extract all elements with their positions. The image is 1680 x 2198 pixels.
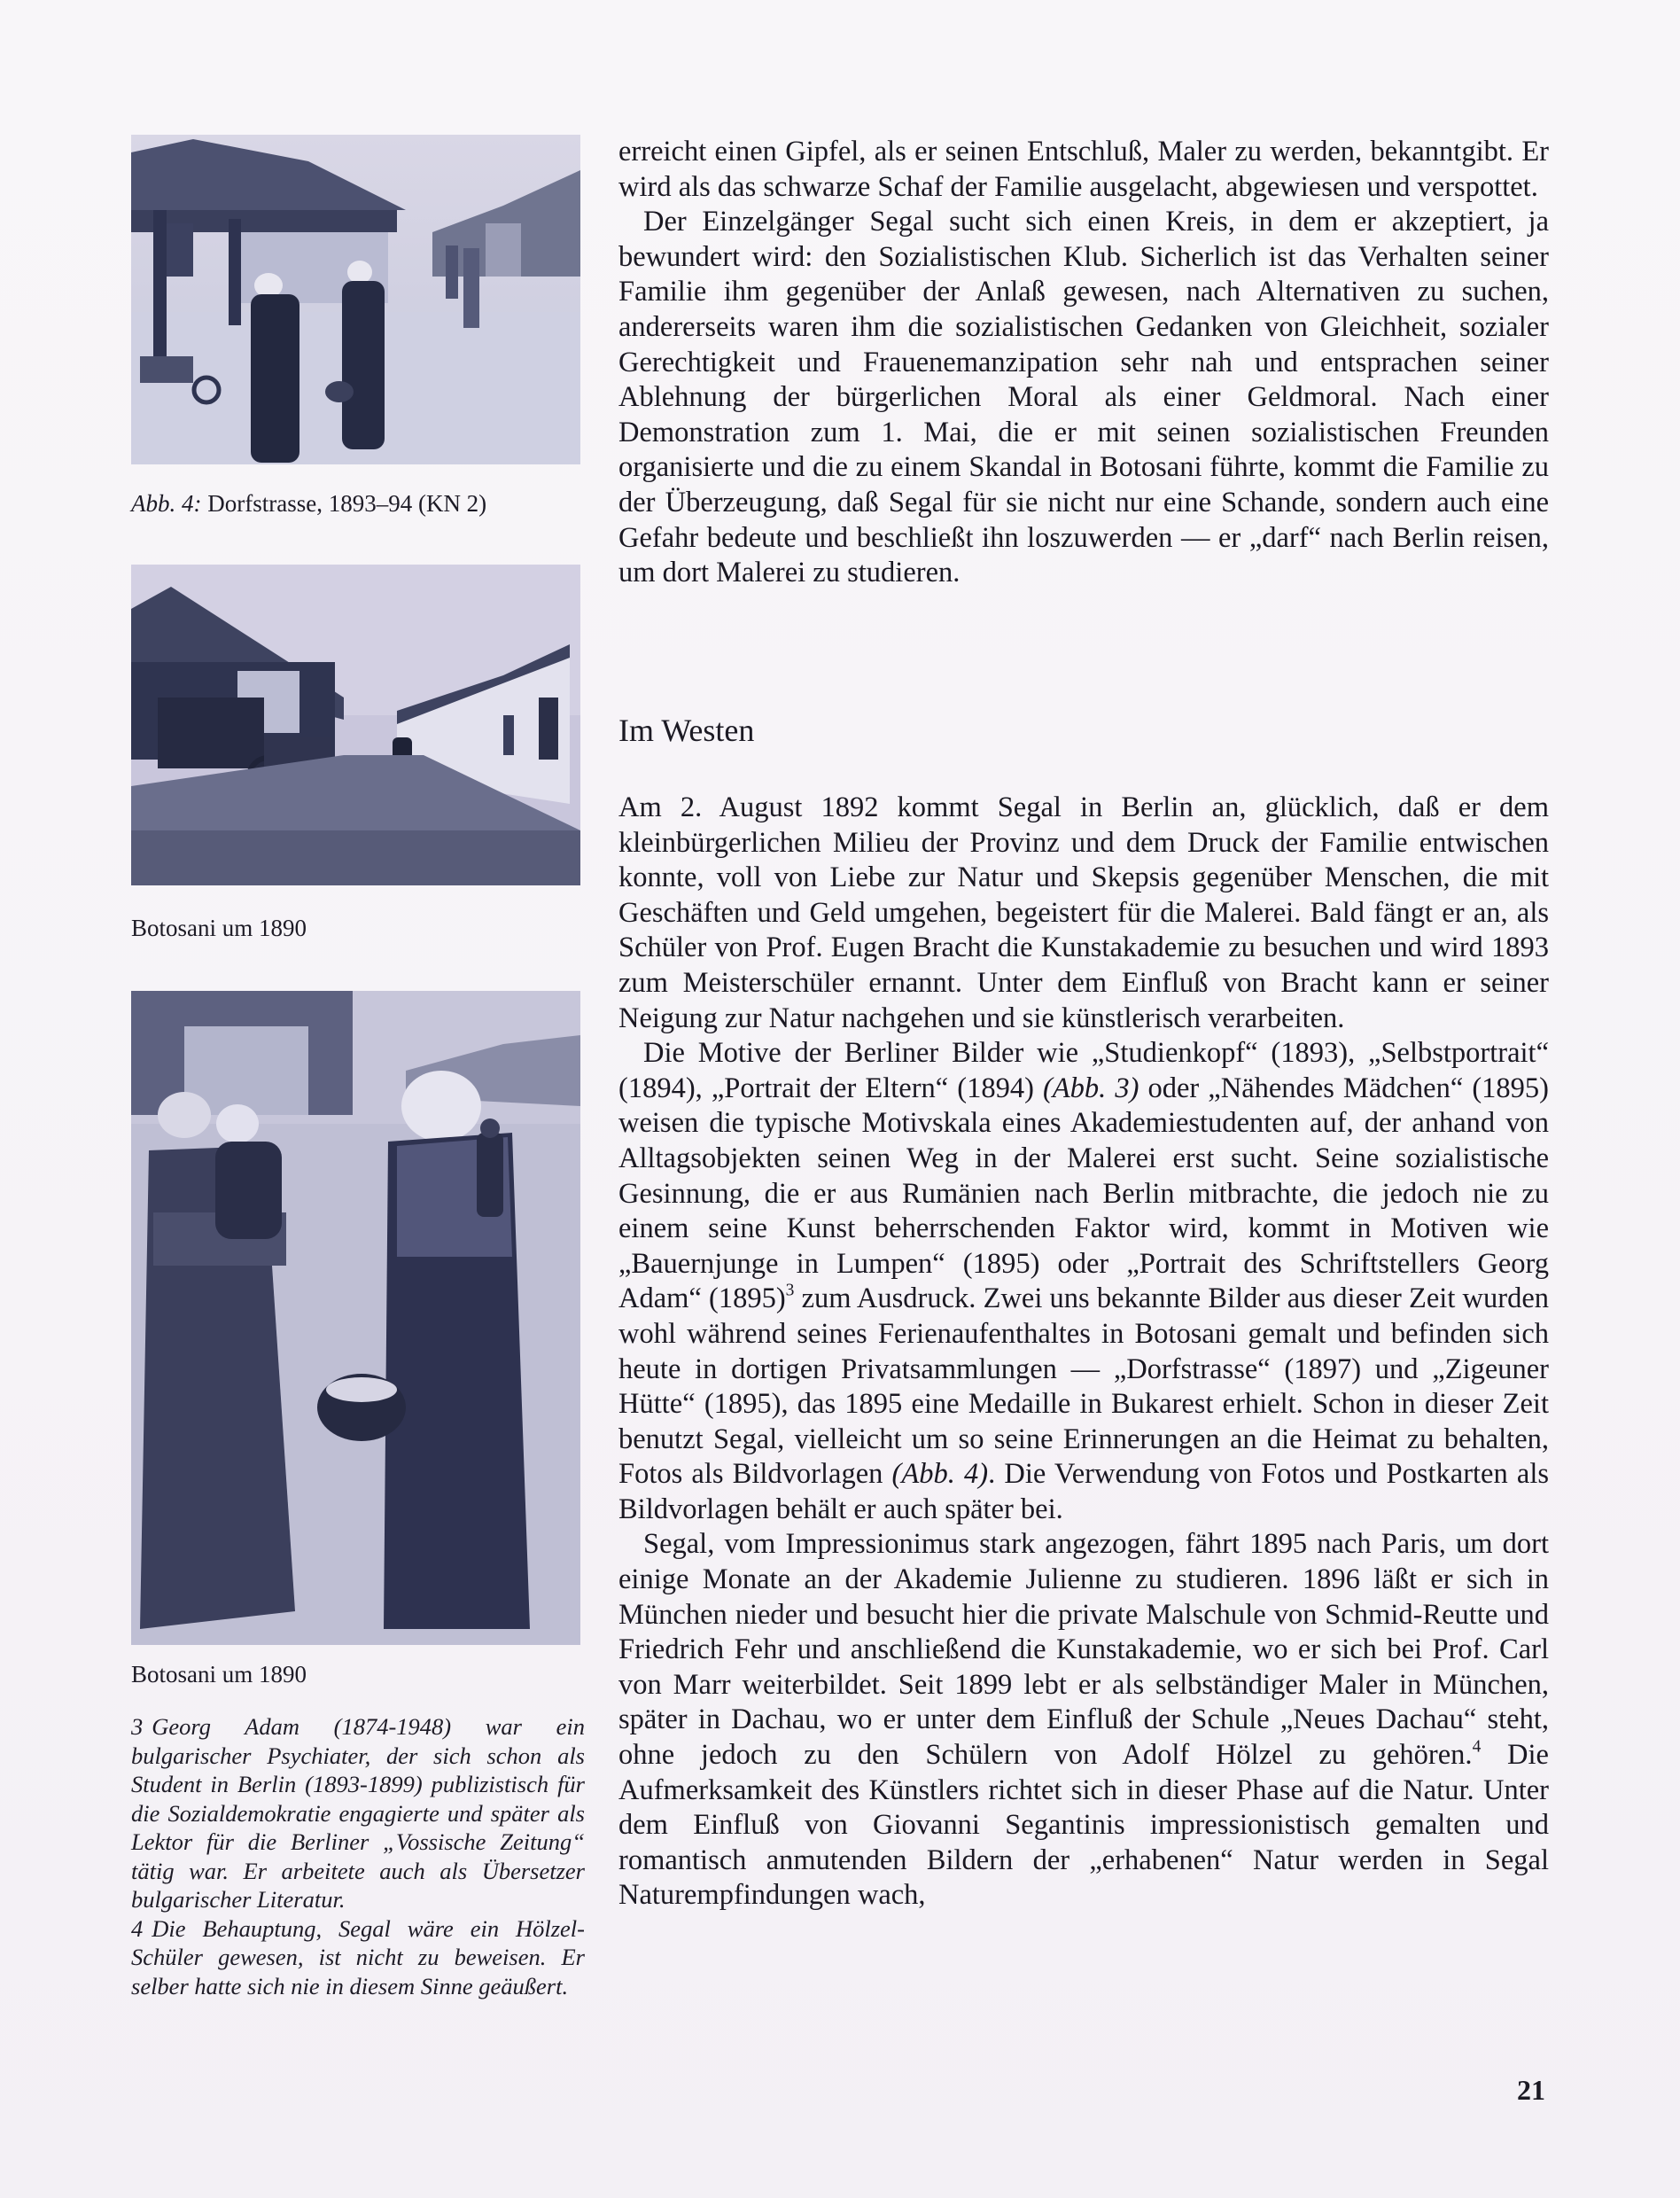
paragraph-intro-1: erreicht einen Gipfel, als er seinen Entschluß, Maler zu werden, bekanntgibt. Er wird als das schwarze Schaf der Familie ausgelacht, abgewiesen und verspottet. — [618, 136, 1549, 203]
footnote-4 — [131, 1914, 585, 2001]
text-run: . Die Verwendung von Fotos und Postkarten als Bildvorlagen behält er auch später bei. — [618, 1458, 1549, 1525]
figure-dorfstrasse-painting — [131, 135, 580, 464]
text-run: Die Motive der Berliner Bilder wie „Studienkopf“ (1893), „Selbstportrait“ (1894), „Portrait der Eltern“ (1894) — [618, 1037, 1549, 1104]
footnote-text: Die Behauptung, Segal wäre ein Hölzel-Schüler gewesen, ist nicht zu beweisen. Er selber hatte sich nie in diesem Sinne geäußert. — [131, 1914, 585, 1999]
figure-caption-botosani-women: Botosani um 1890 — [131, 1661, 307, 1687]
text-run: zum Ausdruck. Zwei uns bekannte Bilder aus dieser Zeit wurden wohl während seines Ferienaufenthaltes in Botosani gemalt und befinden sich heute in dortigen Privatsammlungen — „Dorfstrasse“ (1897) und „Zigeuner Hütte“ (1895), das 1895 eine Medaille in Bukarest erhielt. Schon in dieser Zeit benutzt Segal, vielleicht um so seine Erinnerungen an die Heimat zu behalten, Fotos als Bildvorlagen — [618, 1282, 1549, 1491]
figure-botosani-women-photo — [131, 991, 580, 1645]
figure-reference-abb-3: (Abb. 3) — [1042, 1072, 1139, 1104]
cobbled-street-photo-image — [131, 565, 580, 885]
paragraph-intro-2: Der Einzelgänger Segal sucht sich einen Kreis, in dem er akzeptiert, ja bewundert wird: den Sozialistischen Klub. Sicherlich ist das Verhalten seiner Familie ihm gegenüber der Anlaß gewesen, nach Alternativen zu suchen, andererseits waren ihm die sozialistischen Gedanken von Gleichheit, sozialer Gerechtigkeit und Frauenemanzipation sehr nah und entsprachen seiner Ablehnung der bürgerlichen Moral als einer Geldmoral. Nach einer Demonstration zum 1. Mai, die er mit seinen sozialistischen Freunden organisierte und die zu einem Skandal in Botosani führte, kommt die Familie zu der Überzeugung, daß Segal für sie nicht nur eine Schande, sondern auch eine Gefahr bedeute und beschließt ihn loszuwerden — er „darf“ nach Berlin reisen, um dort Malerei zu studieren. — [618, 206, 1549, 589]
text-run: oder „Nähendes Mädchen“ (1895) weisen die typische Motivskala eines Akademiestudenten auf, der anhand von Alltagsobjekten seinen Weg in der Malerei erst sucht. Seine sozialistische Gesinnung, die er aus Rumänien nach Berlin mitbrachte, die jedoch nie zu einem seine Kunst beherrschenden Faktor wird, kommt in Motiven wie „Bauernjunge in Lumpen“ (1895) oder „Portrait des Schriftstellers Georg Adam“ (1895) — [618, 1072, 1549, 1315]
figure-caption-botosani-street: Botosani um 1890 — [131, 915, 307, 941]
page-number: 21 — [1517, 2074, 1545, 2106]
footnote-marker-3: 3 — [785, 1281, 795, 1300]
section-heading-im-westen: Im Westen — [618, 713, 755, 748]
paragraph-section-2 — [618, 1036, 1549, 1527]
women-talking-photo-image — [131, 991, 580, 1645]
figure-botosani-street-photo — [131, 565, 580, 885]
footnote-number: 3 — [131, 1713, 144, 1740]
section-heading-wrapper — [618, 711, 754, 750]
figure-reference-label: Abb. 4: — [131, 490, 202, 517]
text-run: Segal, vom Impressionimus stark angezogen, fährt 1895 nach Paris, um dort einige Monate an der Akademie Julienne zu studieren. 1896 läßt er sich in München nieder und besucht hier die private Malschule von Schmid-Reutte und Friedrich Fehr und anschließend die Kunstakademie, wo er sich bei Prof. Carl von Marr weiterbildet. Seit 1899 lebt er als selbständiger Maler in München, später in Dachau, wo er unter dem Einfluß der Schule „Neues Dachau“ steht, ohne jedoch zu den Schülern von Adolf Hölzel zu gehören. — [618, 1528, 1549, 1772]
village-street-painting-image — [131, 135, 580, 464]
figure-reference-abb-4: (Abb. 4) — [891, 1458, 989, 1491]
footnotes — [131, 1712, 585, 2000]
paragraph-section-1: Am 2. August 1892 kommt Segal in Berlin an, glücklich, daß er dem kleinbürgerlichen Milieu der Provinz und dem Druck der Familie entwischen konnte, voll von Liebe zur Natur und Skepsis gegenüber Menschen, die mit Geschäften und Geld umgehen, begeistert für die Malerei. Bald fängt er an, als Schüler von Prof. Eugen Bracht die Kunstakademie zu besuchen und wird 1893 zum Meisterschüler ernannt. Unter dem Einfluß von Bracht kann er seiner Neigung zur Natur nachgehen und sie künstlerisch verarbeiten. — [618, 791, 1549, 1034]
caption-text: Dorfstrasse, 1893–94 (KN 2) — [201, 490, 487, 517]
figure-caption-dorfstrasse — [131, 489, 486, 518]
body-text-section — [618, 791, 1549, 1914]
text-run: Die Aufmerksamkeit des Künstlers richtet sich in dieser Phase auf die Natur. Unter dem Einfluß von Giovanni Segantinis impressionistisch gemalten und romantisch anmutenden Bildern der „erhabenen“ Natur werden in Segal Naturempfindungen wach, — [618, 1739, 1549, 1912]
footnote-number: 4 — [131, 1914, 144, 1942]
paragraph-section-3 — [618, 1527, 1549, 1914]
footnote-text: Georg Adam (1874-1948) war ein bulgarischer Psychiater, der sich schon als Student in Berlin (1893-1899) publizistisch für die Sozialdemokratie engagierte und später als Lektor für die Berliner „Vossische Zeitung“ tätig war. Er arbeitete auch als Übersetzer bulgarischer Literatur. — [131, 1713, 585, 1913]
body-text-intro — [618, 135, 1549, 591]
footnote-3 — [131, 1712, 585, 1914]
footnote-marker-4: 4 — [1472, 1737, 1482, 1757]
